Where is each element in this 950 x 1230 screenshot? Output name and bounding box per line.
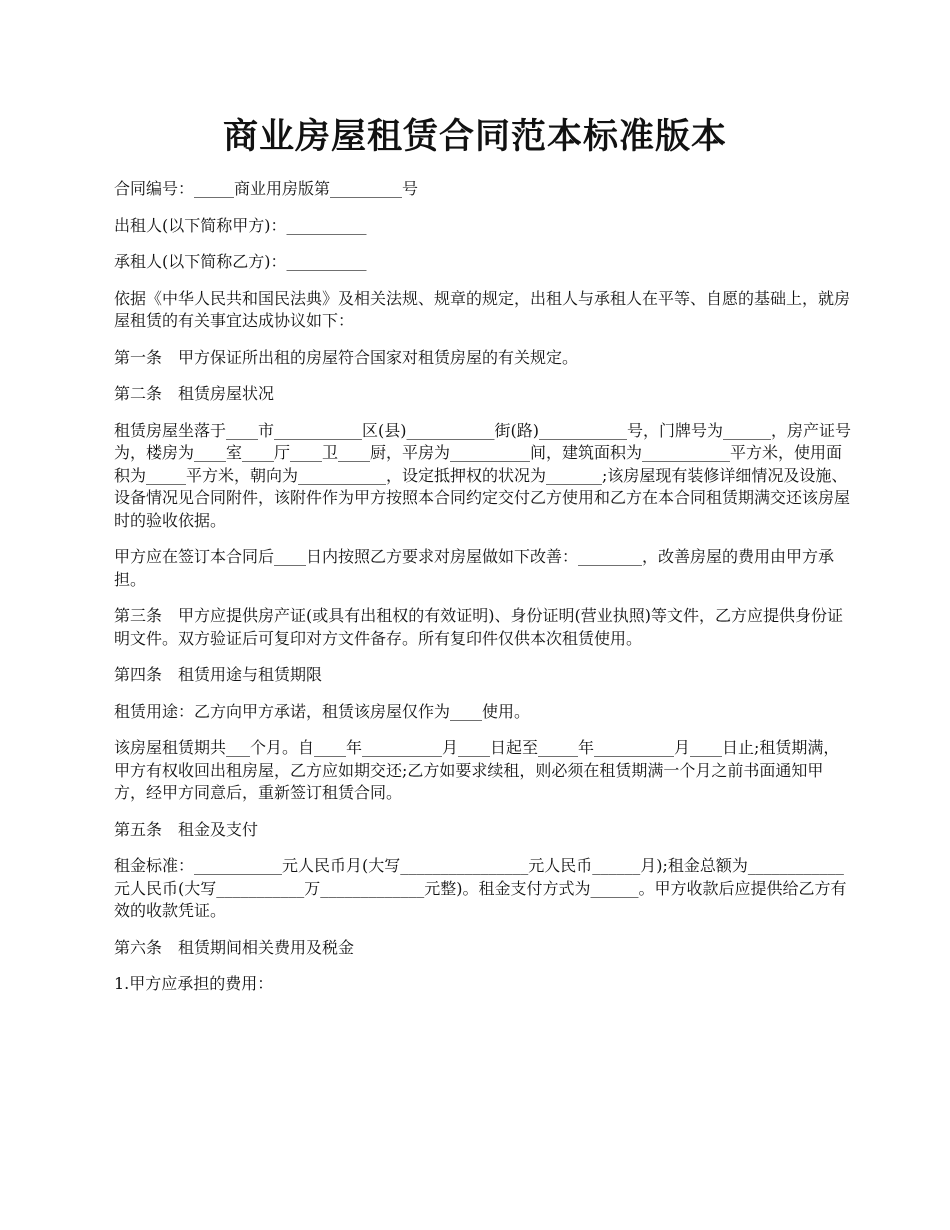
article-6-item-1: 1.甲方应承担的费用： [114,974,274,993]
lessor-line: 出租人(以下简称甲方)：__________ [114,215,367,235]
article-2-property-details: 租赁房屋坐落于____市___________区(县)___________街(路)___________号，门牌号为______，房产证号为，楼房为____室____厅____卫____厨，平房为__________间，建筑面积为___________平方米，使用面积为_____平方米，朝向为___________，设定抵押权的状况为_______;该房屋现有装修详细情况及设施、设备情况见合同附件，该附件作为甲方按照本合同约定交付乙方使用和乙方在本合同租赁期满交还该房屋时的验收依据。 [114,420,851,530]
article-6-heading: 第六条 租赁期间相关费用及税金 [114,937,355,957]
article-2-improvements: 甲方应在签订本合同后____日内按照乙方要求对房屋做如下改善：________，改善房屋的费用由甲方承担。 [114,547,835,589]
article-5-rent: 租金标准：___________元人民币月(大写________________元人民币______月);租金总额为____________元人民币(大写___________万_____________元整)。租金支付方式为______。甲方收款后应提供给乙方有效的收款凭证。 [114,856,847,920]
article-5-heading: 第五条 租金及支付 [114,819,259,839]
document-title: 商业房屋租赁合同范本标准版本 [222,116,727,157]
article-1: 第一条 甲方保证所出租的房屋符合国家对租赁房屋的有关规定。 [114,347,579,367]
article-4-usage: 租赁用途：乙方向甲方承诺，租赁该房屋仅作为____使用。 [114,701,531,721]
document-body [114,178,854,1010]
article-3: 第三条 甲方应提供房产证(或具有出租权的有效证明)、身份证明(营业执照)等文件，乙方应提供身份证明文件。双方验证后可复印对方文件备存。所有复印件仅供本次租赁使用。 [114,606,843,648]
article-4-heading: 第四条 租赁用途与租赁期限 [114,665,323,684]
preamble: 依据《中华人民共和国民法典》及相关法规、规章的规定，出租人与承租人在平等、自愿的基础上，就房屋租赁的有关事宜达成协议如下： [114,288,851,330]
lessee-line: 承租人(以下简称乙方)：__________ [114,252,367,271]
contract-number: 合同编号：_____商业用房版第_________号 [114,179,419,198]
article-2-heading: 第二条 租赁房屋状况 [114,384,275,403]
article-4-term: 该房屋租赁期共___个月。自____年__________月____日起至_____年__________月____日止;租赁期满，甲方有权收回出租房屋，乙方应如期交还;乙方如要求续租，则必须在租赁期满一个月之前书面通知甲方，经甲方同意后，重新签订租赁合同。 [114,738,840,802]
